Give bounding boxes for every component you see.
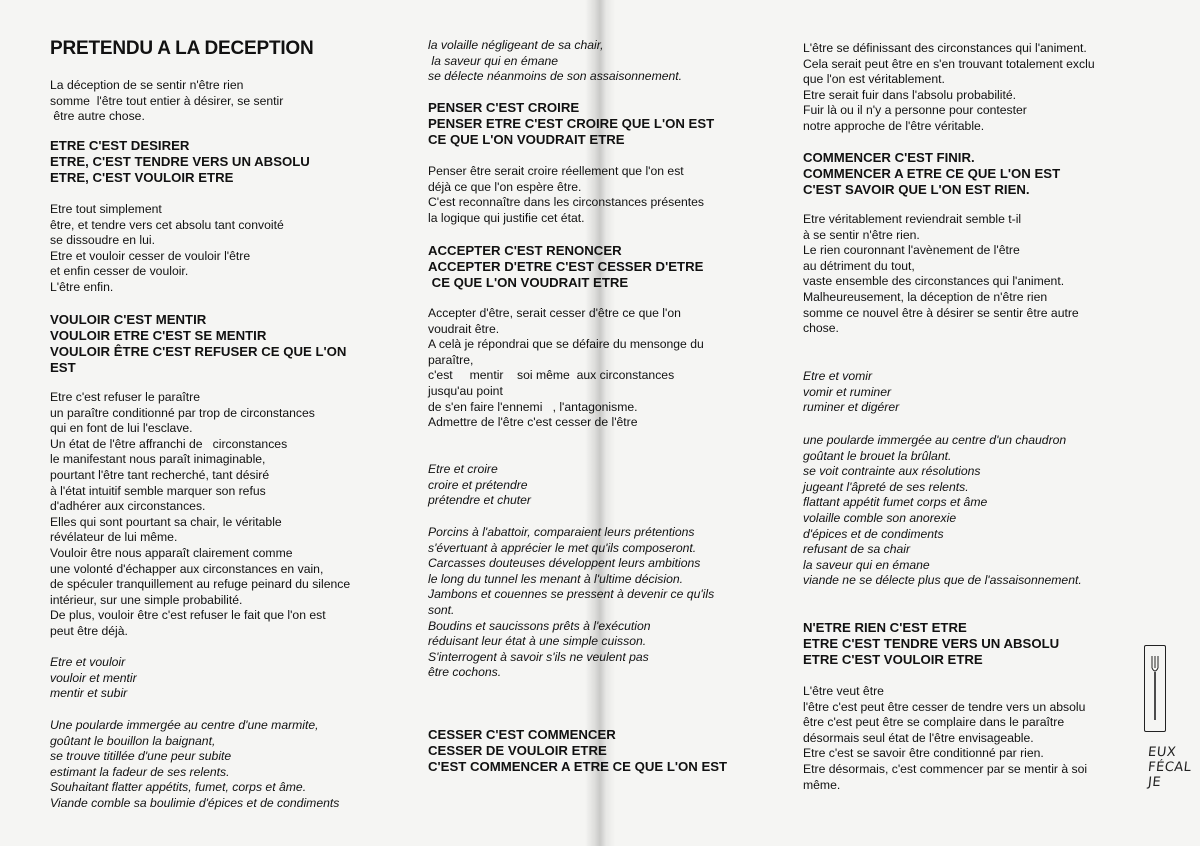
- italic-etre-croire: [428, 462, 758, 509]
- paragraph-etre-simplement: [50, 202, 390, 296]
- text-line: refusant de sa chair: [803, 542, 911, 557]
- text-line: Etre et vouloir: [50, 655, 126, 669]
- text-line: la logique qui justifie cet état.: [428, 210, 585, 225]
- text-line: Viande comble sa boulimie d'épices et de condiments: [50, 795, 340, 810]
- text-line: PENSER ETRE C'EST CROIRE QUE L'ON EST: [428, 116, 715, 131]
- text-line: Vouloir être nous apparaît clairement comme: [50, 545, 293, 560]
- text-line: Un état de l'être affranchi de circonstances: [50, 436, 288, 451]
- text-line: une poularde immergée au centre d'un chaudron: [803, 433, 1067, 447]
- text-line: somme l'être tout entier à désirer, se sentir: [50, 93, 284, 108]
- text-line: estimant la fadeur de ses relents.: [50, 764, 230, 779]
- paragraph-refuser-paraitre: [50, 390, 390, 640]
- text-line: voudrait être.: [428, 321, 500, 336]
- text-line: un paraître conditionné par trop de circonstances: [50, 405, 315, 420]
- text-line: une volonté d'échapper aux circonstances en vain,: [50, 561, 324, 576]
- text-line: L'être se définissant des circonstances qui l'animent.: [803, 41, 1087, 55]
- text-line: ETRE, C'EST TENDRE VERS UN ABSOLU: [50, 154, 310, 169]
- text-line: Accepter d'être, serait cesser d'être ce que l'on: [428, 306, 681, 320]
- text-line: c'est mentir soi même aux circonstances: [428, 368, 675, 383]
- text-line: ETRE C'EST VOULOIR ETRE: [803, 652, 983, 667]
- text-line: La déception de se sentir n'être rien: [50, 78, 244, 92]
- text-line: Etre et croire: [428, 462, 498, 476]
- italic-poularde-marmite: [50, 718, 390, 812]
- text-line: chose.: [803, 321, 839, 336]
- text-line: que l'on est véritablement.: [803, 72, 945, 87]
- text-line: notre approche de l'être véritable.: [803, 118, 985, 133]
- text-line: prétendre et chuter: [428, 493, 531, 508]
- text-line: Etre et vomir: [803, 369, 873, 383]
- text-line: se délecte néanmoins de son assaisonnement.: [428, 69, 683, 84]
- text-line: Etre véritablement reviendrait semble t-il: [803, 212, 1022, 226]
- fork-logo: [1144, 645, 1166, 732]
- text-line: Malheureusement, la déception de n'être rien: [803, 289, 1048, 304]
- text-line: d'adhérer aux circonstances.: [50, 499, 206, 514]
- text-line: être, et tendre vers cet absolu tant convoité: [50, 217, 284, 232]
- text-line: paraître,: [428, 352, 474, 367]
- text-line: se dissoudre en lui.: [50, 233, 156, 248]
- text-line: le long du tunnel les menant à l'ultime décision.: [428, 571, 684, 586]
- fork-icon: [1151, 656, 1159, 722]
- text-line: ACCEPTER D'ETRE C'EST CESSER D'ETRE: [428, 259, 704, 274]
- text-line: peut être déjà.: [50, 623, 128, 638]
- text-line: vouloir et mentir: [50, 670, 137, 685]
- text-line: être c'est peut être se complaire dans le paraître: [803, 715, 1065, 730]
- text-line: PENSER C'EST CROIRE: [428, 100, 580, 115]
- text-line: goûtant le brouet la brûlant.: [803, 448, 952, 463]
- signature: [1148, 745, 1198, 790]
- text-line: Boudins et saucissons prêts à l'exécution: [428, 618, 651, 633]
- text-line: L'être enfin.: [50, 279, 114, 294]
- text-line: de spéculer tranquillement au refuge peinard du silence: [50, 577, 351, 592]
- text-line: se trouve titillée d'une peur subite: [50, 749, 232, 764]
- text-line: jugeant l'âpreté de ses relents.: [803, 479, 969, 494]
- heading-penser-croire: [428, 100, 758, 148]
- text-line: réduisant leur état à une simple cuisson.: [428, 634, 647, 649]
- text-line: N'ETRE RIEN C'EST ETRE: [803, 620, 967, 635]
- paragraph-accepter-etre: [428, 306, 758, 431]
- italic-volaille: [428, 38, 758, 85]
- text-line: Jambons et couennes se pressent à devenir ce qu'ils: [428, 587, 715, 602]
- text-line: S'interrogent à savoir s'ils ne veulent pas: [428, 649, 649, 664]
- heading-vouloir-mentir: [50, 312, 390, 376]
- intro-paragraph: [50, 78, 390, 125]
- text-line: Porcins à l'abattoir, comparaient leurs prétentions: [428, 525, 695, 539]
- heading-accepter-renoncer: [428, 243, 758, 291]
- text-line: C'EST SAVOIR QUE L'ON EST RIEN.: [803, 182, 1030, 197]
- text-line: C'EST COMMENCER A ETRE CE QUE L'ON EST: [428, 759, 728, 774]
- text-line: désormais seul état de l'être envisageable.: [803, 730, 1034, 745]
- text-line: A celà je répondrai que se défaire du mensonge du: [428, 337, 704, 352]
- text-line: ETRE, C'EST VOULOIR ETRE: [50, 170, 234, 185]
- text-line: qui en font de lui l'esclave.: [50, 421, 193, 436]
- text-line: Le rien couronnant l'avènement de l'être: [803, 243, 1020, 258]
- text-line: ETRE C'EST TENDRE VERS UN ABSOLU: [803, 636, 1060, 651]
- text-line: CE QUE L'ON VOUDRAIT ETRE: [428, 275, 629, 290]
- text-line: flattant appétit fumet corps et âme: [803, 495, 988, 510]
- italic-poularde-chaudron: [803, 433, 1133, 589]
- text-line: L'être veut être: [803, 684, 884, 698]
- heading-cesser-commencer: [428, 727, 758, 775]
- text-line: Cela serait peut être en s'en trouvant totalement exclu: [803, 56, 1095, 71]
- italic-porcins: [428, 525, 758, 681]
- text-line: d'épices et de condiments: [803, 526, 944, 541]
- paragraph-etre-veritablement: [803, 212, 1133, 337]
- text-line: Fuir là ou il n'y a personne pour contester: [803, 103, 1027, 118]
- text-line: Etre désormais, c'est commencer par se mentir à soi: [803, 761, 1088, 776]
- text-line: Etre tout simplement: [50, 202, 162, 216]
- text-line: même.: [803, 777, 841, 792]
- text-line: être autre chose.: [50, 109, 145, 124]
- text-line: la saveur qui en émane: [428, 53, 559, 68]
- text-line: volaille comble son anorexie: [803, 510, 957, 525]
- signature-line: JE: [1147, 775, 1162, 790]
- text-line: vomir et ruminer: [803, 384, 892, 399]
- paragraph-penser-etre: [428, 164, 758, 226]
- text-line: de s'en faire l'ennemi , l'antagonisme.: [428, 399, 638, 414]
- text-line: Etre et vouloir cesser de vouloir l'être: [50, 248, 251, 263]
- italic-etre-vouloir: [50, 655, 390, 702]
- text-line: Etre c'est se savoir être conditionné par rien.: [803, 746, 1044, 761]
- text-line: déjà ce que l'on espère être.: [428, 179, 582, 194]
- text-line: intérieur, sur une simple probabilité.: [50, 592, 243, 607]
- text-line: Une poularde immergée au centre d'une marmite,: [50, 718, 319, 732]
- paragraph-etre-definissant: [803, 41, 1133, 135]
- text-line: être cochons.: [428, 665, 502, 680]
- text-line: au détriment du tout,: [803, 258, 915, 273]
- text-line: Penser être serait croire réellement que l'on est: [428, 164, 684, 178]
- text-line: vaste ensemble des circonstances qui l'animent.: [803, 274, 1065, 289]
- text-line: viande ne se délecte plus que de l'assaisonnement.: [803, 573, 1082, 588]
- text-line: Etre serait fuir dans l'absolu probabilité.: [803, 87, 1017, 102]
- text-line: à l'état intuitif semble marquer son refus: [50, 483, 266, 498]
- text-line: l'être c'est peut être cesser de tendre vers un absolu: [803, 699, 1086, 714]
- signature-line: FÉCAL: [1147, 760, 1193, 775]
- text-line: EST: [50, 360, 76, 375]
- text-line: croire et prétendre: [428, 477, 528, 492]
- text-line: COMMENCER C'EST FINIR.: [803, 150, 975, 165]
- text-line: ruminer et digérer: [803, 400, 900, 415]
- text-line: CESSER DE VOULOIR ETRE: [428, 743, 607, 758]
- text-line: mentir et subir: [50, 686, 128, 701]
- text-line: CE QUE L'ON VOUDRAIT ETRE: [428, 132, 625, 147]
- text-line: la volaille négligeant de sa chair,: [428, 38, 604, 52]
- text-line: se voit contrainte aux résolutions: [803, 464, 981, 479]
- text-line: Souhaitant flatter appétits, fumet, corps et âme.: [50, 780, 307, 795]
- text-line: goûtant le bouillon la baignant,: [50, 733, 216, 748]
- heading-etre-desirer: [50, 138, 390, 186]
- italic-etre-vomir: [803, 369, 1133, 416]
- text-line: le manifestant nous paraît inimaginable,: [50, 452, 266, 467]
- text-line: Elles qui sont pourtant sa chair, le véritable: [50, 514, 282, 529]
- text-line: C'est reconnaître dans les circonstances présentes: [428, 195, 705, 210]
- text-line: la saveur qui en émane: [803, 557, 930, 572]
- text-line: Etre c'est refuser le paraître: [50, 390, 200, 404]
- heading-etre-rien: [803, 620, 1133, 668]
- text-line: jusqu'au point: [428, 383, 503, 398]
- text-line: somme ce nouvel être à désirer se sentir être autre: [803, 305, 1079, 320]
- text-line: COMMENCER A ETRE CE QUE L'ON EST: [803, 166, 1061, 181]
- heading-commencer-finir: [803, 150, 1133, 198]
- signature-line: EUX: [1147, 745, 1177, 760]
- text-line: CESSER C'EST COMMENCER: [428, 727, 616, 742]
- page-title: PRETENDU A LA DECEPTION: [50, 38, 314, 59]
- text-line: Carcasses douteuses développent leurs ambitions: [428, 556, 701, 571]
- text-line: s'évertuant à apprécier le met qu'ils composeront.: [428, 540, 697, 555]
- text-line: sont.: [428, 602, 455, 617]
- text-line: VOULOIR ETRE C'EST SE MENTIR: [50, 328, 267, 343]
- text-line: à se sentir n'être rien.: [803, 227, 920, 242]
- text-line: De plus, vouloir être c'est refuser le fait que l'on est: [50, 608, 326, 623]
- text-line: VOULOIR ÊTRE C'EST REFUSER CE QUE L'ON: [50, 344, 347, 359]
- text-line: ETRE C'EST DESIRER: [50, 138, 190, 153]
- text-line: VOULOIR C'EST MENTIR: [50, 312, 207, 327]
- paragraph-etre-veut-etre: [803, 684, 1133, 793]
- text-line: pourtant l'être tant recherché, tant désiré: [50, 467, 270, 482]
- text-line: et enfin cesser de vouloir.: [50, 264, 189, 279]
- text-line: Admettre de l'être c'est cesser de l'être: [428, 415, 638, 430]
- text-line: révélateur de lui même.: [50, 530, 178, 545]
- text-line: ACCEPTER C'EST RENONCER: [428, 243, 622, 258]
